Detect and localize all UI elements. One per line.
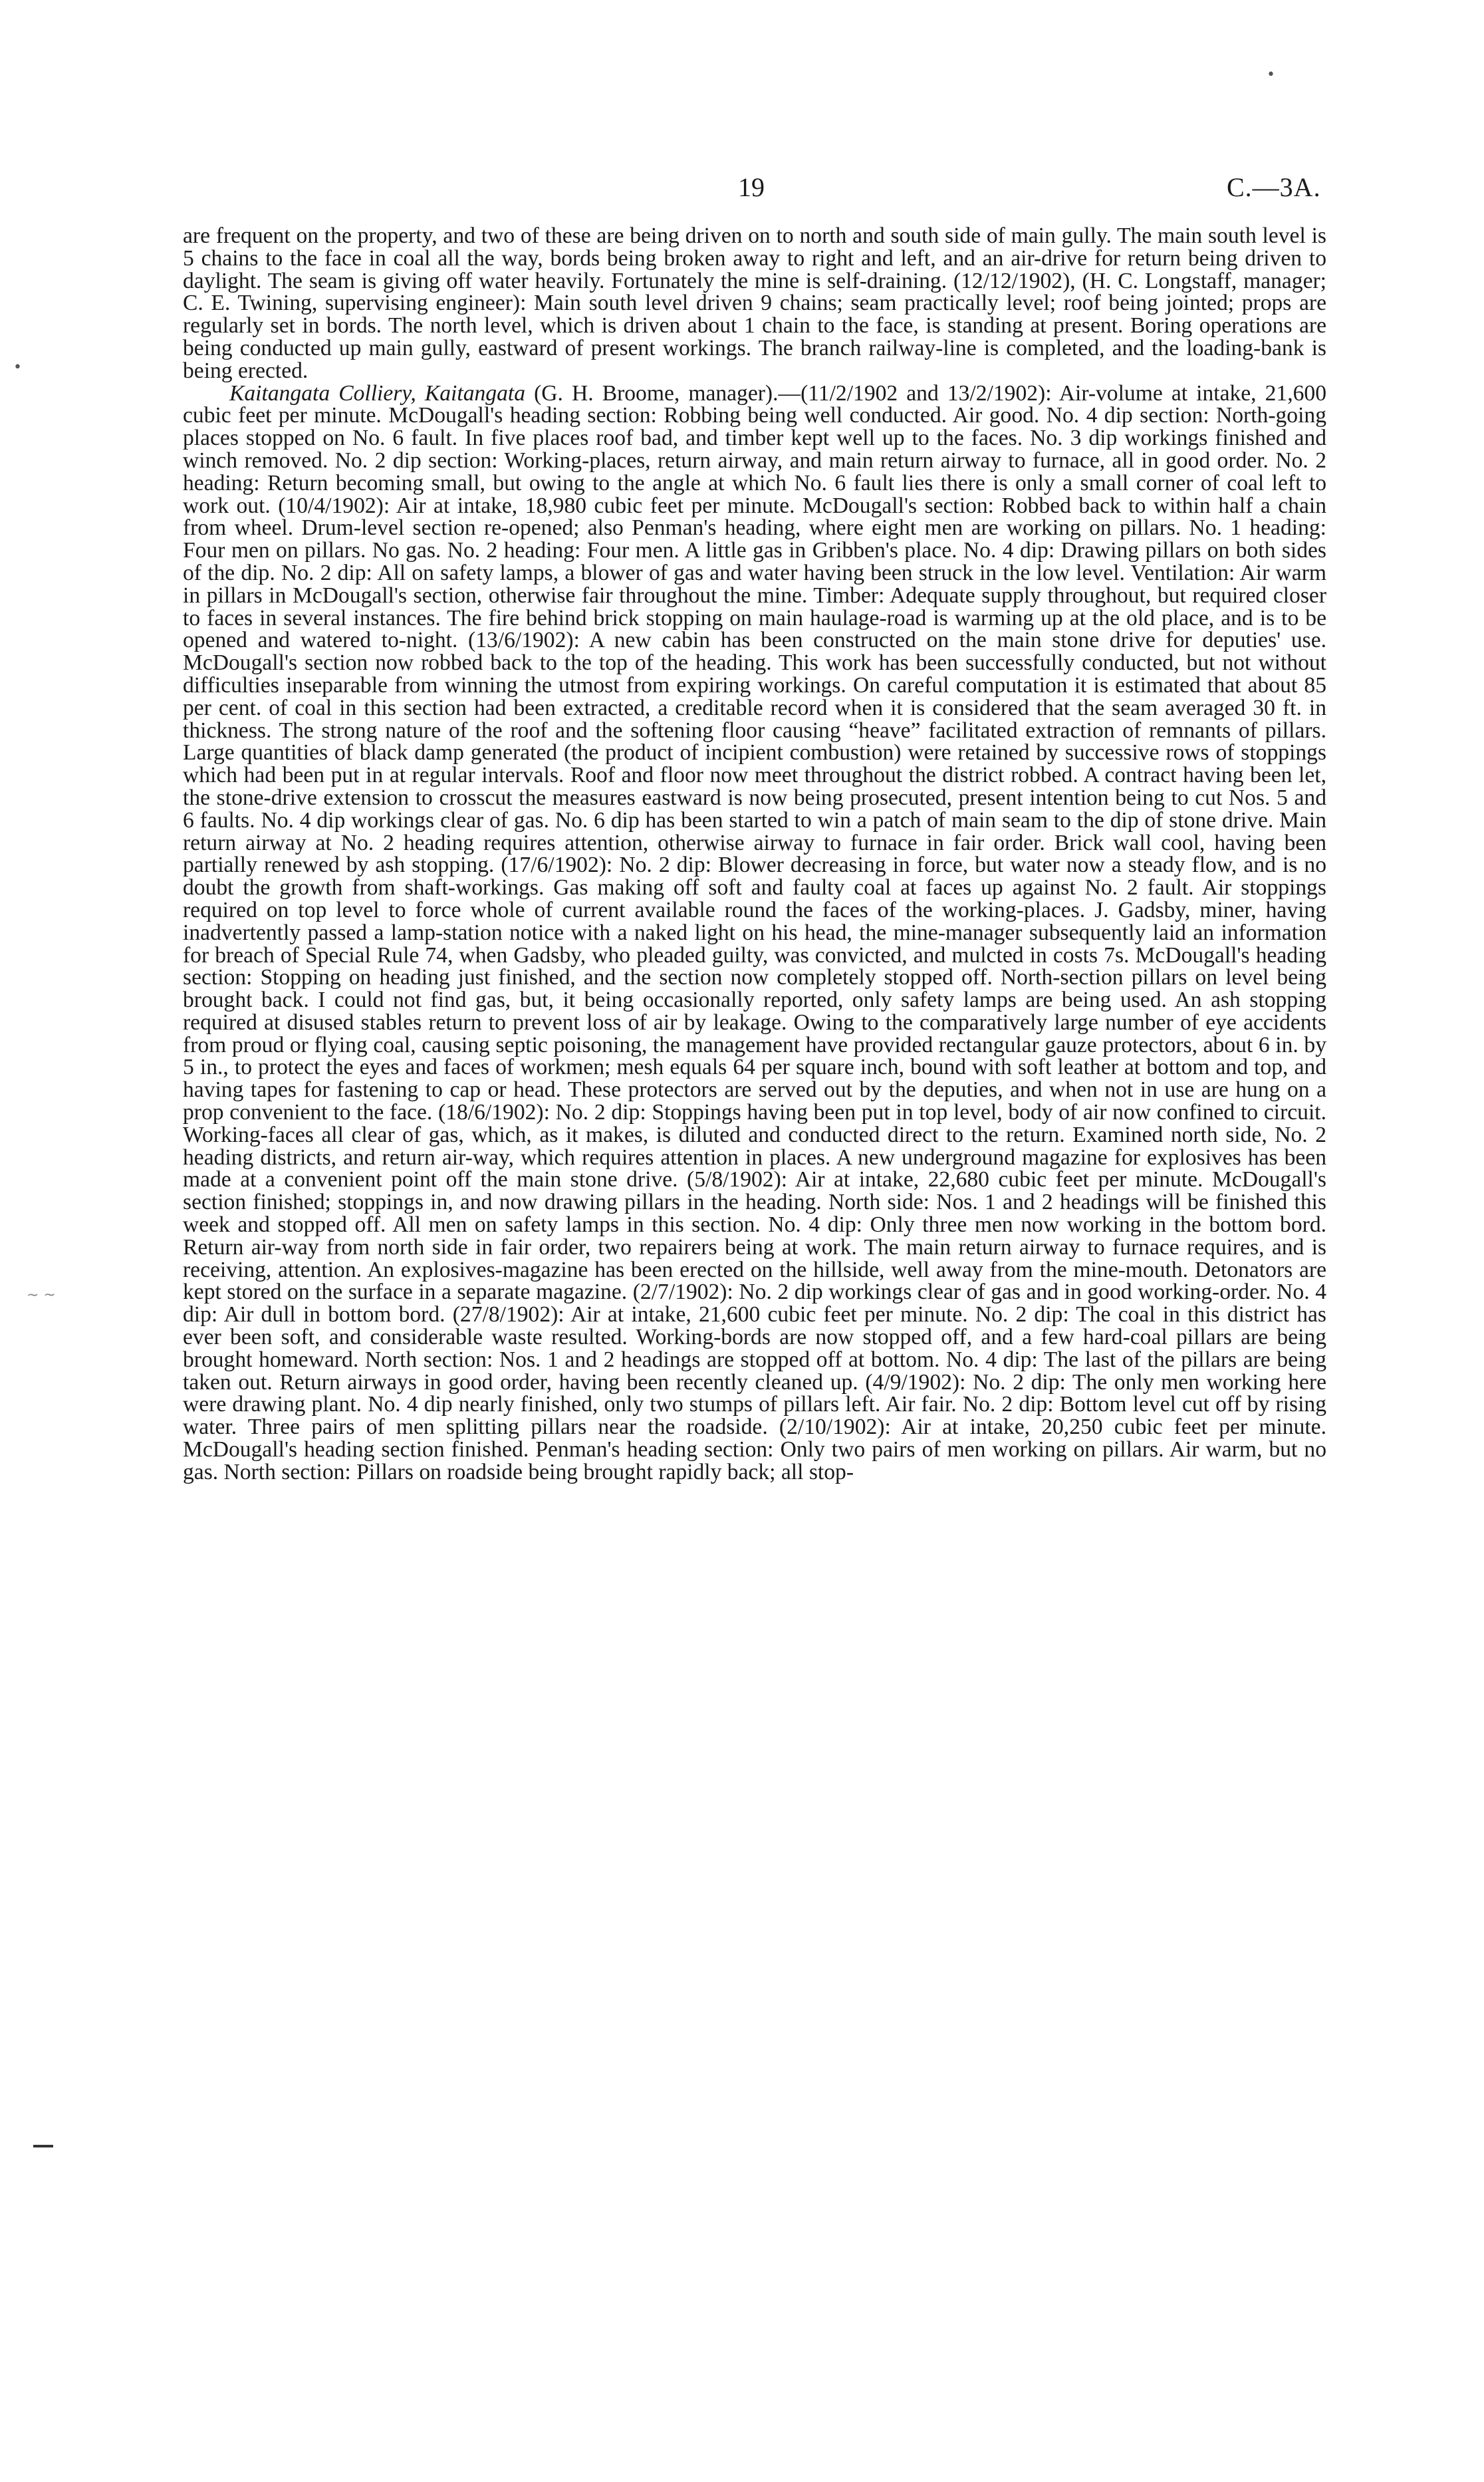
margin-mark: ∼ ~	[27, 1287, 56, 1304]
page-number: 19	[738, 172, 765, 202]
page-header	[0, 168, 1484, 207]
colliery-name: Kaitangata Colliery, Kaitangata	[229, 380, 525, 406]
paragraph-continuation: are frequent on the property, and two of these are being driven on to north and south side of main gully. The main south level is 5 chains to the face in coal all the way, bords being broken away to right and left, and an air-drive for return being driven to daylight. The seam is giving off water heavily. Fortunately the mine is self-draining. (12/12/1902), (H. C. Longstaff, manager; C. E. Twining, supervising engineer): Main south level driven 9 chains; seam practically level; roof being jointed; props are regularly set in bords. The north level, which is driven about 1 chain to the face, is standing at present. Boring operations are being conducted up main gully, eastward of present workings. The branch railway-line is completed, and the loading-bank is being erected.	[183, 223, 1326, 383]
paper-reference: C.—3A.	[1227, 172, 1321, 202]
margin-dash	[33, 2145, 53, 2147]
margin-dot: •	[13, 359, 22, 376]
report-body	[183, 225, 1326, 1484]
margin-dot: •	[1267, 67, 1275, 83]
paragraph-kaitangata-colliery	[183, 382, 1326, 1484]
paragraph-text: (G. H. Broome, manager).—(11/2/1902 and 13/2/1902): Air-volume at intake, 21,600 cubic feet per minute. McDougall's heading section: Robbing being well conducted. Air good. No. 4 dip section: North-going places stopped on No. 6 fault. In five places roof bad, and timber kept well up to the faces. No. 3 dip workings finished and winch removed. No. 2 dip section: Working-places, return airway, and main return airway to furnace, all in good order. No. 2 heading: Return becoming small, but owing to the angle at which No. 6 fault lies there is only a small corner of coal left to work out. (10/4/1902): Air at intake, 18,980 cubic feet per minute. McDougall's section: Robbed back to within half a chain from wheel. Drum-level section re-opened; also Penman's heading, where eight men are working on pillars. No. 1 heading: Four men on pillars. No gas. No. 2 heading: Four men. A little gas in Gribben's place. No. 4 dip: Drawing pillars on both sides of the dip. No. 2 dip: All on safety lamps, a blower of gas and water having been struck in the low level. Ventilation: Air warm in pillars in McDougall's section, otherwise fair throughout the mine. Timber: Adequate supply throughout, but required closer to faces in several instances. The fire behind brick stopping on main haulage-road is warming up at the old place, and is to be opened and watered to-night. (13/6/1902): A new cabin has been constructed on the main stone drive for deputies' use. McDougall's section now robbed back to the top of the heading. This work has been successfully conducted, but not without difficulties inseparable from winning the utmost from expiring workings. On careful computation it is estimated that about 85 per cent. of coal in this section had been extracted, a creditable record when it is considered that the seam averaged 30 ft. in thickness. The strong nature of the roof and the softening floor causing “heave” facilitated extraction of remnants of pillars. Large quantities of black damp generated (the product of incipient combustion) were retained by successive rows of stoppings which had been put in at regular intervals. Roof and floor now meet throughout the district robbed. A contract having been let, the stone-drive extension to crosscut the measures eastward is now being prosecuted, present intention being to cut Nos. 5 and 6 faults. No. 4 dip workings clear of gas. No. 6 dip has been started to win a patch of main seam to the dip of stone drive. Main return airway at No. 2 heading requires attention, otherwise airway to furnace in fair order. Brick wall cool, having been partially renewed by ash stopping. (17/6/1902): No. 2 dip: Blower decreasing in force, but water now a steady flow, and is no doubt the growth from shaft-workings. Gas making off soft and faulty coal at faces up against No. 2 fault. Air stoppings required on top level to force whole of current available round the faces of the working-places. J. Gadsby, miner, having inadvertently passed a lamp-station notice with a naked light on his head, the mine-manager subsequently laid an information for breach of Special Rule 74, when Gadsby, who pleaded guilty, was convicted, and mulcted in costs 7s. McDougall's heading section: Stopping on heading just finished, and the section now completely stopped off. North-section pillars on level being brought back. I could not find gas, but, it being occasionally reported, only safety lamps are being used. An ash stopping required at disused stables return to prevent loss of air by leakage. Owing to the comparatively large number of eye accidents from proud or flying coal, causing septic poisoning, the management have provided rectangular gauze protectors, about 6 in. by 5 in., to protect the eyes and faces of workmen; mesh equals 64 per square inch, bound with soft leather at bottom and top, and having tapes for fastening to cap or head. These protectors are served out by the deputies, and when not in use are hung on a prop convenient to the face. (18/6/1902): No. 2 dip: Stoppings having been put in top level, body of air now confined to circuit. Working-faces all clear of gas, which, as it makes, is diluted and conducted direct to the return. Examined north side, No. 2 heading districts, and return air-way, which requires attention in places. A new underground magazine for explosives has been made at a convenient point off the main stone drive. (5/8/1902): Air at intake, 22,680 cubic feet per minute. McDougall's section finished; stoppings in, and now drawing pillars in the heading. North side: Nos. 1 and 2 headings will be finished this week and stopped off. All men on safety lamps in this section. No. 4 dip: Only three men now working in the bottom bord. Return air-way from north side in fair order, two repairers being at work. The main return airway to furnace requires, and is receiving, attention. An explosives-magazine has been erected on the hillside, well away from the mine-mouth. Detonators are kept stored on the surface in a separate magazine. (2/7/1902): No. 2 dip workings clear of gas and in good working-order. No. 4 dip: Air dull in bottom bord. (27/8/1902): Air at intake, 21,600 cubic feet per minute. No. 2 dip: The coal in this district has ever been soft, and considerable waste resulted. Working-bords are now stopped off, and a few hard-coal pillars are being brought homeward. North section: Nos. 1 and 2 headings are stopped off at bottom. No. 4 dip: The last of the pillars are being taken out. Return airways in good order, having been recently cleaned up. (4/9/1902): No. 2 dip: The only men working here were drawing plant. No. 4 dip nearly finished, only two stumps of pillars left. Air fair. No. 2 dip: Bottom level cut off by rising water. Three pairs of men splitting pillars near the roadside. (2/10/1902): Air at intake, 20,250 cubic feet per minute. McDougall's heading section finished. Penman's heading section: Only two pairs of men working on pillars. Air warm, but no gas. North section: Pillars on roadside being brought rapidly back; all stop-	[183, 380, 1326, 1484]
